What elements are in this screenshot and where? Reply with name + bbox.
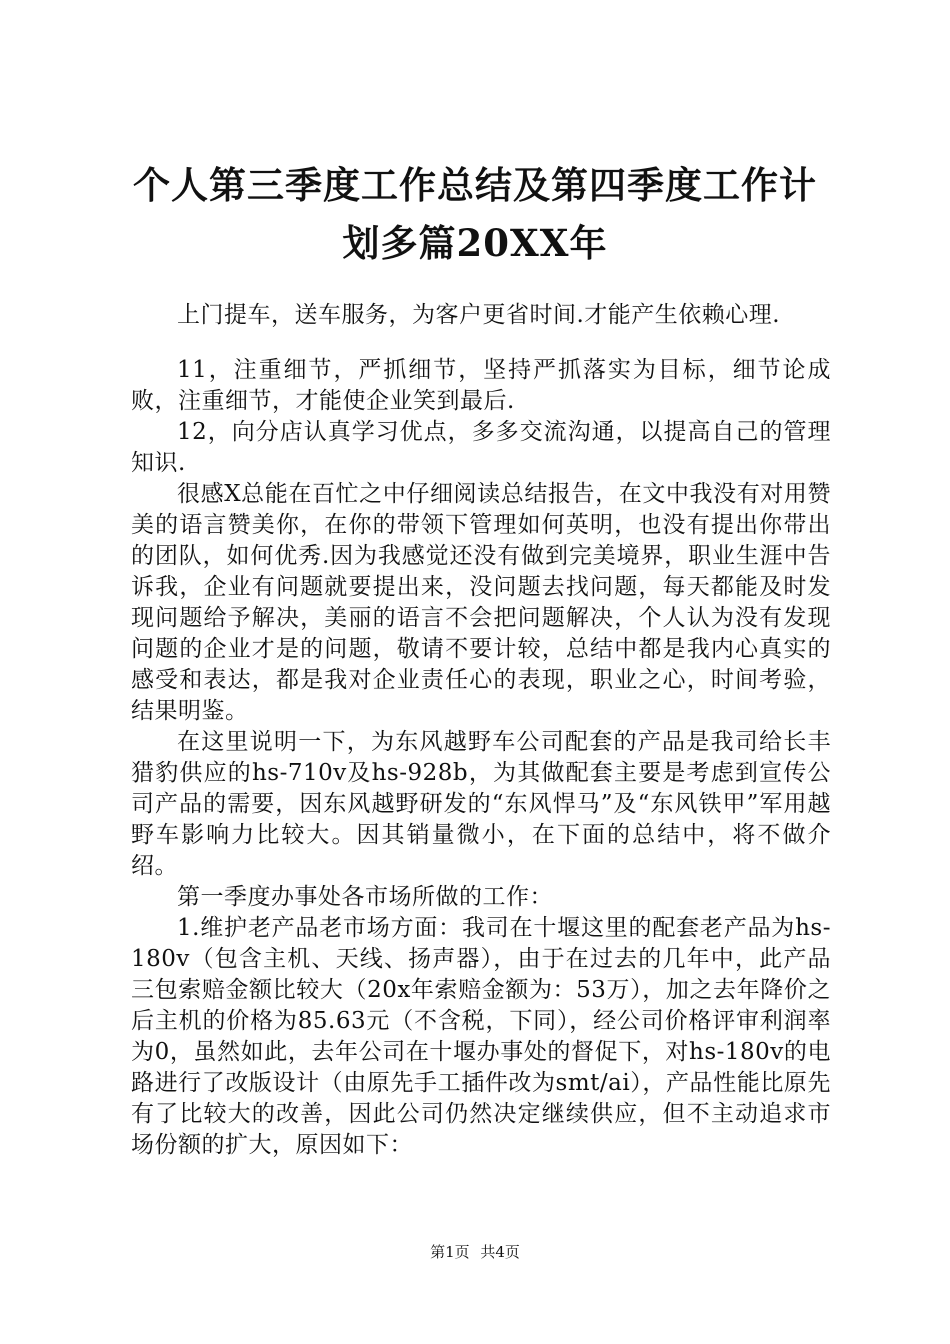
paragraph: 在这里说明一下，为东风越野车公司配套的产品是我司给长丰猎豹供应的hs-710v及hs-928b，为其做配套主要是考虑到宣传公司产品的需要，因东风越野研发的“东风悍马”及“东风铁甲”军用越野车影响力比较大。因其销量微小，在下面的总结中，将不做介绍。 bbox=[131, 729, 831, 879]
document-body bbox=[131, 300, 831, 1161]
paragraph: 第一季度办事处各市场所做的工作： bbox=[177, 884, 553, 910]
document-title: 个人第三季度工作总结及第四季度工作计划多篇20XX年 bbox=[133, 163, 817, 265]
paragraph: 很感X总能在百忙之中仔细阅读总结报告，在文中我没有对用赞美的语言赞美你，在你的带领下管理如何英明，也没有提出你带出的团队，如何优秀.因为我感觉还没有做到完美境界，职业生涯中告诉我，企业有问题就要提出来，没问题去找问题，每天都能及时发现问题给予解决，美丽的语言不会把问题解决，个人认为没有发现问题的企业才是的问题，敬请不要计较，总结中都是我内心真实的感受和表达，都是我对企业责任心的表现，职业之心，时间考验，结果明鉴。 bbox=[131, 481, 831, 724]
paragraph: 上门提车，送车服务，为客户更省时间.才能产生依赖心理. bbox=[177, 302, 781, 328]
paragraph: 11，注重细节，严抓细节，坚持严抓落实为目标，细节论成败，注重细节，才能使企业笑到最后. bbox=[131, 357, 831, 414]
paragraph: 12，向分店认真学习优点，多多交流沟通，以提高自己的管理知识. bbox=[131, 419, 831, 476]
page-total: 共4页 bbox=[480, 1243, 520, 1261]
page-number: 第1页 bbox=[430, 1243, 470, 1261]
page-footer bbox=[0, 1242, 950, 1262]
paragraph: 1.维护老产品老市场方面：我司在十堰这里的配套老产品为hs-180v（包含主机、天线、扬声器），由于在过去的几年中，此产品三包索赔金额比较大（20x年索赔金额为：53万），加之去年降价之后主机的价格为85.63元（不含税，下同），经公司价格评审利润率为0，虽然如此，去年公司在十堰办事处的督促下，对hs-180v的电路进行了改版设计（由原先手工插件改为smt/ai），产品性能比原先有了比较大的改善，因此公司仍然决定继续供应，但不主动追求市场份额的扩大，原因如下： bbox=[131, 915, 831, 1158]
